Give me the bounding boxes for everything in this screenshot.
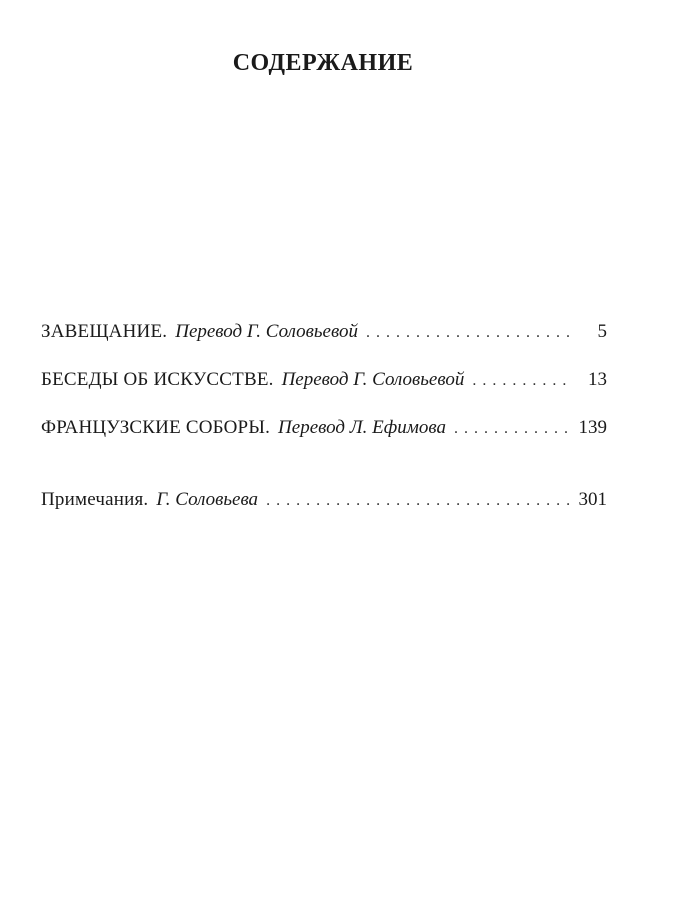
toc-entry-page: 13 (588, 369, 607, 390)
toc-entry-title: БЕСЕДЫ ОБ ИСКУССТВЕ. (41, 369, 274, 390)
toc-entry-testament (41, 320, 607, 344)
toc-entry-page: 301 (578, 489, 607, 510)
toc-entry-title: ЗАВЕЩАНИЕ. (41, 321, 168, 342)
toc-entry-title: Примечания. (41, 489, 149, 510)
toc-entry-credit: Перевод Г. Соловьевой (175, 321, 358, 342)
dot-leader (454, 417, 573, 441)
dot-leader (366, 321, 573, 345)
toc-entry-notes (41, 488, 607, 512)
toc-entry-conversations (41, 368, 607, 392)
toc-list (41, 320, 607, 512)
dot-leader (266, 489, 572, 513)
toc-entry-title: ФРАНЦУЗСКИЕ СОБОРЫ. (41, 417, 271, 438)
dot-leader (472, 369, 573, 393)
toc-entry-credit: Перевод Л. Ефимова (278, 417, 446, 438)
toc-entry-cathedrals (41, 416, 607, 440)
toc-entry-credit: Г. Соловьева (156, 489, 259, 510)
toc-entry-page: 5 (597, 321, 607, 342)
page-title: СОДЕРЖАНИЕ (232, 50, 414, 76)
toc-entry-page: 139 (578, 417, 607, 438)
toc-entry-credit: Перевод Г. Соловьевой (281, 369, 465, 390)
